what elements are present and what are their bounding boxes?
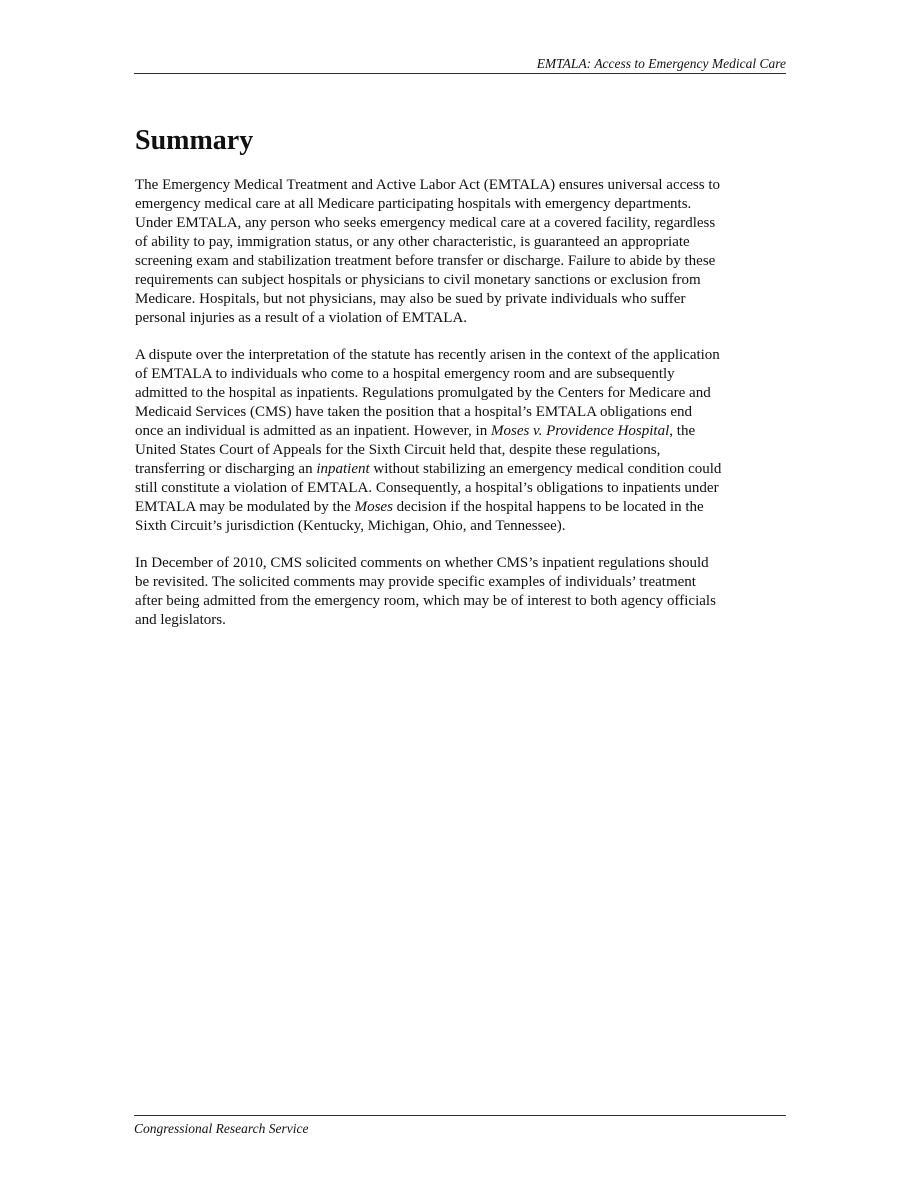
body-text [135, 176, 785, 648]
footer-organization: Congressional Research Service [134, 1121, 309, 1136]
case-citation: Moses v. Providence Hospital [490, 423, 670, 439]
text-line-with-case-name [135, 498, 785, 517]
text-line-with-emphasis [135, 460, 785, 479]
text-line-with-case-citation [135, 422, 785, 441]
running-header-title: EMTALA: Access to Emergency Medical Care [536, 56, 786, 71]
text-run: once an individual is admitted as an inpatient. However, in [135, 423, 491, 439]
text-line: of ability to pay, immigration status, or any other characteristic, is guaranteed an appropriate [135, 234, 690, 250]
text-line: still constitute a violation of EMTALA. Consequently, a hospital’s obligations to inpatients under [135, 480, 719, 496]
paragraph-2 [135, 346, 785, 536]
text-line: The Emergency Medical Treatment and Active Labor Act (EMTALA) ensures universal access to [135, 177, 721, 193]
text-line: personal injuries as a result of a violation of EMTALA. [135, 310, 468, 326]
text-line: Under EMTALA, any person who seeks emergency medical care at a covered facility, regardless [135, 215, 716, 231]
page-header [134, 55, 786, 74]
emphasized-term: inpatient [316, 461, 370, 477]
text-line: United States Court of Appeals for the Sixth Circuit held that, despite these regulations, [135, 442, 661, 458]
text-run: transferring or discharging an [135, 461, 317, 477]
paragraph-3 [135, 554, 785, 630]
text-run: , the [669, 423, 696, 439]
text-line: admitted to the hospital as inpatients. Regulations promulgated by the Centers for Medicare and [135, 385, 711, 401]
text-line: requirements can subject hospitals or physicians to civil monetary sanctions or exclusion from [135, 272, 701, 288]
text-run: EMTALA may be modulated by the [135, 499, 355, 515]
text-line: and legislators. [135, 612, 226, 628]
text-line: Medicare. Hospitals, but not physicians, may also be sued by private individuals who suffer [135, 291, 686, 307]
text-line: screening exam and stabilization treatment before transfer or discharge. Failure to abide by these [135, 253, 716, 269]
text-line: Sixth Circuit’s jurisdiction (Kentucky, Michigan, Ohio, and Tennessee). [135, 518, 566, 534]
section-heading: Summary [135, 125, 254, 156]
text-line: of EMTALA to individuals who come to a hospital emergency room and are subsequently [135, 366, 675, 382]
text-line: A dispute over the interpretation of the statute has recently arisen in the context of the application [135, 347, 720, 363]
text-run: decision if the hospital happens to be located in the [392, 499, 704, 515]
text-line: emergency medical care at all Medicare participating hospitals with emergency departments. [135, 196, 692, 212]
text-line: be revisited. The solicited comments may provide specific examples of individuals’ treatment [135, 574, 696, 590]
text-line: after being admitted from the emergency room, which may be of interest to both agency officials [135, 593, 716, 609]
paragraph-1 [135, 176, 785, 328]
text-run: without stabilizing an emergency medical condition could [369, 461, 722, 477]
case-name: Moses [354, 499, 393, 515]
page-footer [134, 1115, 786, 1137]
text-line: Medicaid Services (CMS) have taken the position that a hospital’s EMTALA obligations end [135, 404, 693, 420]
text-line: In December of 2010, CMS solicited comments on whether CMS’s inpatient regulations should [135, 555, 709, 571]
